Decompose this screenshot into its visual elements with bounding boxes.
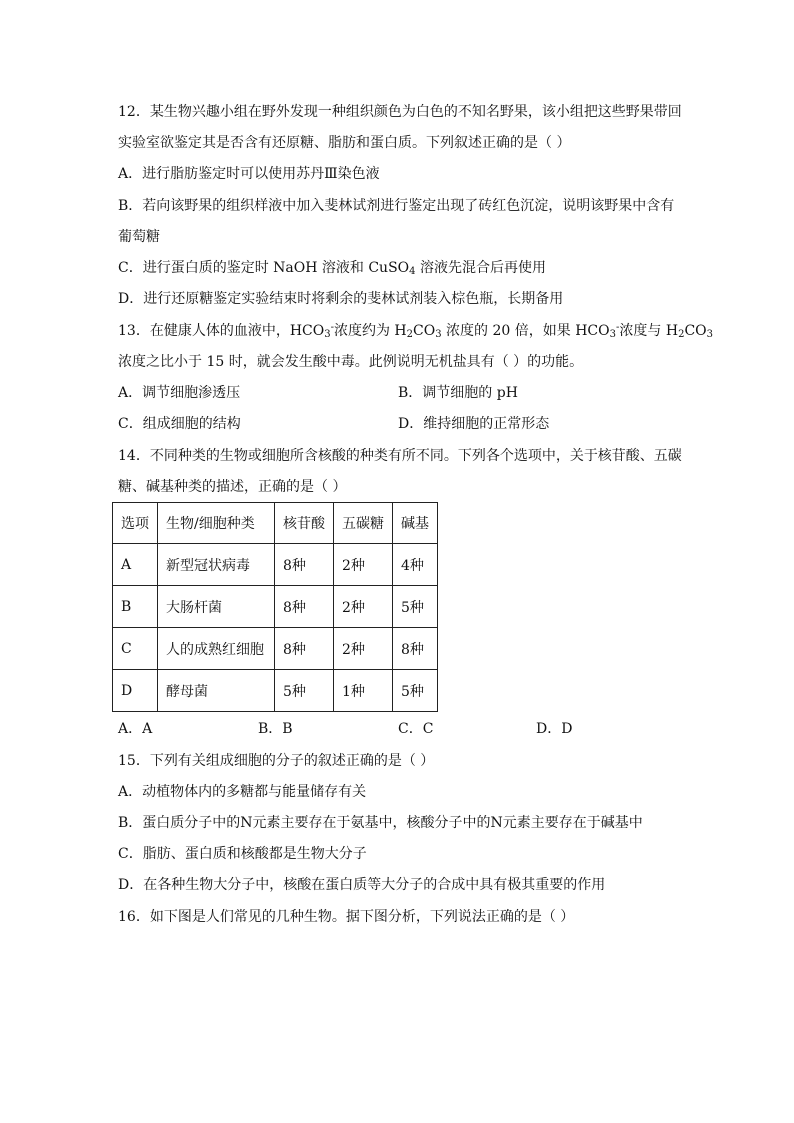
table-cell: 8种	[275, 544, 334, 586]
table-cell: 2种	[334, 544, 393, 586]
table-cell: D	[113, 670, 158, 712]
q14-option-b: B．B	[258, 721, 293, 737]
table-cell: 人的成熟红细胞	[158, 628, 275, 670]
table-cell: 8种	[275, 586, 334, 628]
table-header-cell: 选项	[113, 503, 158, 544]
q13-stem-line1	[118, 321, 713, 341]
table-cell: 大肠杆菌	[158, 586, 275, 628]
q12-option-c-text: C．进行蛋白质的鉴定时 NaOH 溶液和 CuSO	[118, 260, 410, 276]
q12-option-b-line2: 葡萄糖	[118, 229, 160, 245]
q13-text: 13．在健康人体的血液中，HCO	[118, 323, 325, 339]
q13-text: 浓度的 20 倍，如果 HCO	[441, 323, 610, 339]
q15-option-c: C．脂肪、蛋白质和核酸都是生物大分子	[118, 846, 367, 862]
q12-option-c-text-end: 溶液先混合后再使用	[415, 260, 546, 276]
table-cell: C	[113, 628, 158, 670]
q13-sub: 2	[678, 329, 685, 340]
table-cell: 5种	[393, 586, 438, 628]
table-cell: 5种	[393, 670, 438, 712]
q13-text: 浓度与 H	[619, 323, 679, 339]
q15-option-d: D．在各种生物大分子中，核酸在蛋白质等大分子的合成中具有极其重要的作用	[118, 877, 606, 893]
table-cell: 5种	[275, 670, 334, 712]
table-row	[113, 586, 438, 628]
q13-sub: 3	[609, 329, 616, 340]
q13-sub: 3	[435, 329, 442, 340]
q15-option-b: B．蛋白质分子中的N元素主要存在于氨基中，核酸分子中的N元素主要存在于碱基中	[118, 815, 643, 831]
q14-option-d: D．D	[536, 721, 573, 737]
table-header-row	[113, 503, 438, 544]
table-header-cell: 碱基	[393, 503, 438, 544]
table-row	[113, 544, 438, 586]
q14-stem-line1: 14．不同种类的生物或细胞所含核酸的种类有所不同。下列各个选项中，关于核苷酸、五碳	[118, 448, 682, 464]
q12-option-c-subscript: 4	[409, 266, 416, 277]
q13-stem-line2: 浓度之比小于 15 时，就会发生酸中毒。此例说明无机盐具有（ ）的功能。	[118, 354, 584, 370]
q13-sub: 3	[324, 329, 331, 340]
q13-sup: -	[330, 322, 334, 333]
q13-option-c: C．组成细胞的结构	[118, 416, 241, 432]
q15-stem: 15．下列有关组成细胞的分子的叙述正确的是（ ）	[118, 753, 435, 769]
table-cell: A	[113, 544, 158, 586]
table-cell: 2种	[334, 586, 393, 628]
q14-option-a: A．A	[118, 721, 153, 737]
q14-option-c: C．C	[398, 721, 434, 737]
q12-stem-line2: 实验室欲鉴定其是否含有还原糖、脂肪和蛋白质。下列叙述正确的是（ ）	[118, 135, 571, 151]
q14-stem-line2: 糖、碱基种类的描述，正确的是（ ）	[118, 479, 347, 495]
q13-option-d: D．维持细胞的正常形态	[398, 416, 550, 432]
q13-option-b: B．调节细胞的 pH	[398, 385, 518, 401]
table-cell: 2种	[334, 628, 393, 670]
q13-option-a: A．调节细胞渗透压	[118, 385, 241, 401]
table-cell: 1种	[334, 670, 393, 712]
q14-table	[112, 502, 438, 712]
q15-option-a: A．动植物体内的多糖都与能量储存有关	[118, 784, 367, 800]
q12-option-a: A．进行脂肪鉴定时可以使用苏丹Ⅲ染色液	[118, 166, 380, 182]
table-cell: 酵母菌	[158, 670, 275, 712]
table-cell: B	[113, 586, 158, 628]
q13-text: 浓度约为 H	[333, 323, 407, 339]
table-cell: 新型冠状病毒	[158, 544, 275, 586]
table-cell: 8种	[275, 628, 334, 670]
q13-text: CO	[413, 323, 436, 339]
table-header-cell: 生物/细胞种类	[158, 503, 275, 544]
q13-text: CO	[684, 323, 707, 339]
q13-sup: -	[616, 322, 620, 333]
table-header-cell: 核苷酸	[275, 503, 334, 544]
table-row	[113, 670, 438, 712]
table-row	[113, 628, 438, 670]
table-header-cell: 五碳糖	[334, 503, 393, 544]
q12-stem-line1: 12．某生物兴趣小组在野外发现一种组织颜色为白色的不知名野果，该小组把这些野果带回	[118, 104, 682, 120]
q12-option-b-line1: B．若向该野果的组织样液中加入斐林试剂进行鉴定出现了砖红色沉淀，说明该野果中含有	[118, 198, 675, 214]
q13-sub: 2	[406, 329, 414, 340]
q12-option-c	[118, 258, 546, 278]
q13-sub: 3	[706, 329, 714, 340]
q16-stem: 16．如下图是人们常见的几种生物。据下图分析，下列说法正确的是（ ）	[118, 909, 575, 925]
table-cell: 8种	[393, 628, 438, 670]
q12-option-d: D．进行还原糖鉴定实验结束时将剩余的斐林试剂装入棕色瓶，长期备用	[118, 291, 564, 307]
table-cell: 4种	[393, 544, 438, 586]
